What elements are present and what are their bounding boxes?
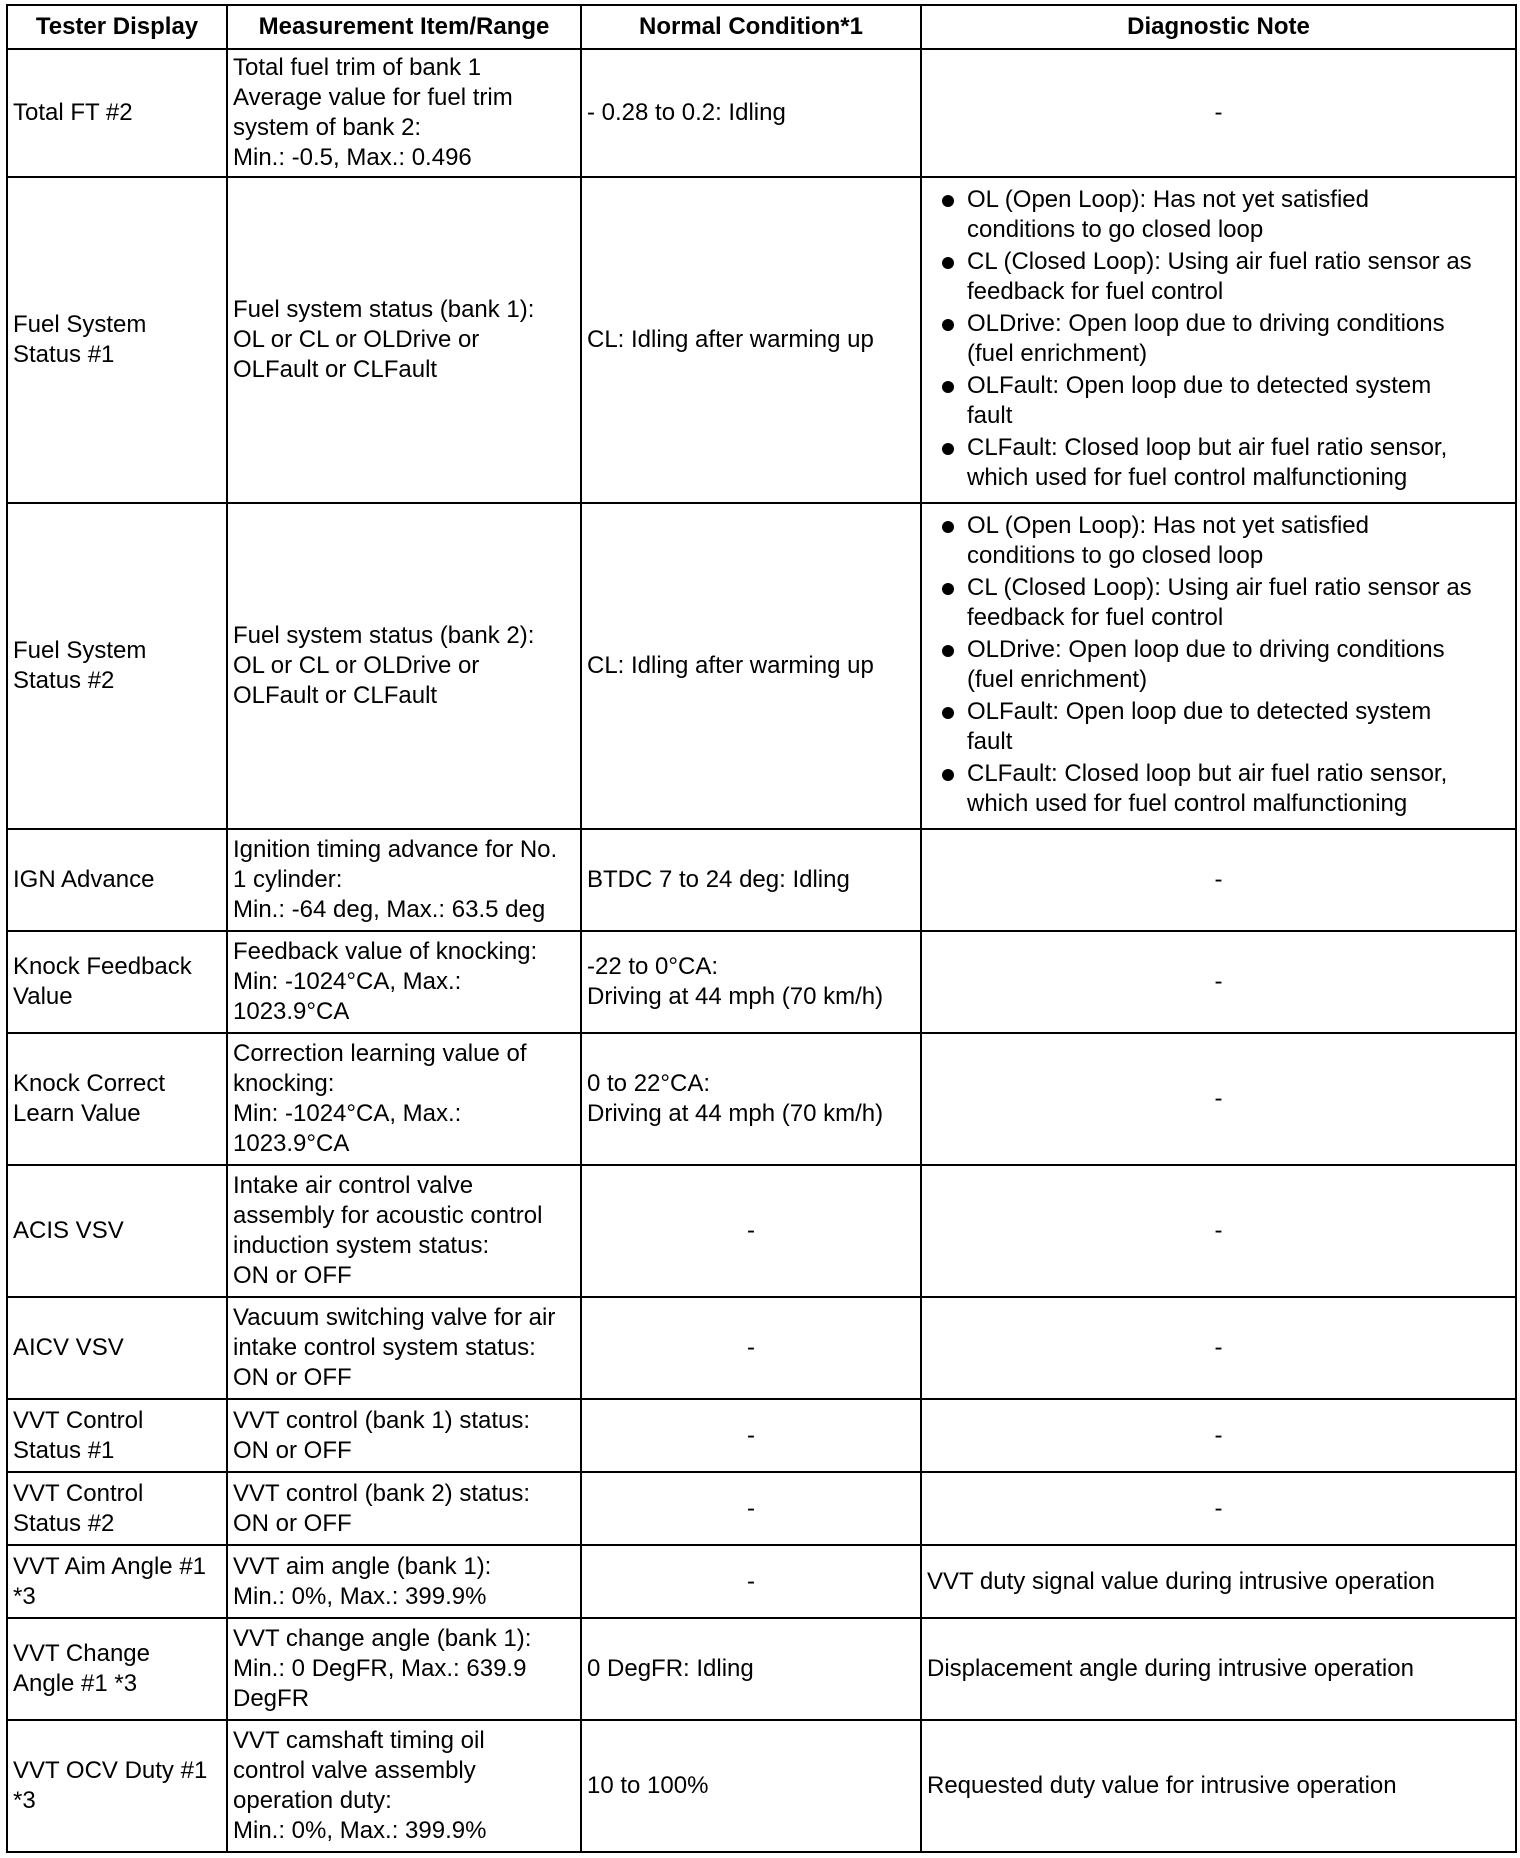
cell-line: fault [967, 728, 1013, 755]
cell-line: VVT change angle (bank 1): [233, 1625, 532, 1652]
cell-tester-display [7, 1720, 227, 1852]
cell-line: Knock Feedback [13, 953, 192, 980]
cell-diagnostic-note [921, 503, 1516, 829]
cell-tester-display [7, 1399, 227, 1472]
table-row [7, 829, 1516, 931]
cell-line: - [1214, 99, 1223, 126]
cell-tester-display [7, 1165, 227, 1297]
cell-line: 1 cylinder: [233, 866, 343, 893]
header-diagnostic-note: Diagnostic Note [921, 5, 1516, 49]
cell-line: *3 [13, 1787, 36, 1814]
bullet-item [927, 247, 1510, 307]
cell-measurement [227, 1618, 581, 1720]
table-row [7, 177, 1516, 503]
bullet-item [927, 185, 1510, 245]
cell-line: control valve assembly [233, 1757, 476, 1784]
cell-line: Status #1 [13, 1436, 115, 1464]
cell-normal-condition [581, 829, 921, 931]
table-row [7, 1033, 1516, 1165]
cell-measurement [227, 1399, 581, 1472]
bullet-item [927, 759, 1510, 819]
cell-line: VVT duty signal value during intrusive operation [927, 1567, 1435, 1595]
cell-line: feedback for fuel control [967, 278, 1224, 305]
cell-line: Fuel System [13, 637, 147, 664]
cell-line: CLFault: Closed loop but air fuel ratio sensor, [967, 434, 1448, 461]
cell-normal-condition [581, 1720, 921, 1852]
cell-line: - [747, 1421, 755, 1449]
cell-line: - [1214, 1085, 1223, 1112]
cell-diagnostic-note [921, 1618, 1516, 1720]
cell-normal-condition [581, 1297, 921, 1399]
table-row [7, 1545, 1516, 1618]
cell-line: Min: -1024°CA, Max.: [233, 1100, 462, 1127]
bullet-item [927, 635, 1510, 695]
cell-line: Feedback value of knocking: [233, 938, 538, 965]
cell-line: Status #2 [13, 1509, 115, 1537]
cell-line: ON or OFF [233, 1509, 352, 1537]
cell-line: - [1214, 1421, 1223, 1449]
cell-measurement [227, 177, 581, 503]
cell-line: ACIS VSV [13, 1217, 124, 1244]
header-tester-display: Tester Display [7, 5, 227, 49]
cell-line: Min.: 0 DegFR, Max.: 639.9 [233, 1655, 527, 1682]
table-header-row [7, 5, 1516, 49]
cell-normal-condition [581, 1399, 921, 1472]
cell-line: 10 to 100% [587, 1772, 709, 1799]
bullet-dot-icon [942, 769, 954, 781]
cell-measurement [227, 1165, 581, 1297]
cell-line: Fuel system status (bank 2): [233, 622, 535, 649]
cell-line: intake control system status: [233, 1334, 536, 1361]
table-row [7, 503, 1516, 829]
table-row [7, 1618, 1516, 1720]
cell-line: knocking: [233, 1070, 335, 1097]
cell-line: OL or CL or OLDrive or [233, 326, 480, 353]
cell-diagnostic-note [921, 1399, 1516, 1472]
bullet-item [927, 371, 1510, 431]
cell-line: VVT Change [13, 1640, 150, 1667]
cell-line: - [747, 1217, 755, 1244]
cell-line: induction system status: [233, 1232, 490, 1259]
cell-line: which used for fuel control malfunctioning [967, 790, 1408, 817]
cell-measurement [227, 49, 581, 177]
cell-line: Min.: -0.5, Max.: 0.496 [233, 144, 472, 171]
bullet-dot-icon [942, 381, 954, 393]
cell-diagnostic-note [921, 1297, 1516, 1399]
cell-line: Status #2 [13, 667, 115, 694]
table-row [7, 49, 1516, 177]
bullet-dot-icon [942, 257, 954, 269]
cell-line: Intake air control valve [233, 1172, 474, 1199]
cell-tester-display [7, 503, 227, 829]
cell-tester-display [7, 177, 227, 503]
cell-line: OLFault: Open loop due to detected system [967, 372, 1432, 399]
cell-line: OLFault or CLFault [233, 682, 438, 709]
cell-line: - [747, 1567, 755, 1595]
cell-normal-condition [581, 503, 921, 829]
cell-diagnostic-note [921, 177, 1516, 503]
cell-line: conditions to go closed loop [967, 542, 1264, 569]
cell-line: Vacuum switching valve for air [233, 1304, 556, 1331]
table-row [7, 1720, 1516, 1852]
cell-line: - [1214, 968, 1223, 995]
cell-line: CL: Idling after warming up [587, 652, 874, 679]
header-measurement-item-range: Measurement Item/Range [227, 5, 581, 49]
cell-line: VVT Aim Angle #1 [13, 1552, 207, 1580]
cell-tester-display [7, 1472, 227, 1545]
bullet-dot-icon [942, 521, 954, 533]
cell-line: 0 DegFR: Idling [587, 1655, 754, 1682]
bullet-dot-icon [942, 707, 954, 719]
cell-line: DegFR [233, 1685, 310, 1712]
cell-measurement [227, 1545, 581, 1618]
cell-line: VVT Control [13, 1479, 144, 1507]
cell-measurement [227, 1720, 581, 1852]
cell-line: Min: -1024°CA, Max.: [233, 968, 462, 995]
cell-line: ON or OFF [233, 1364, 352, 1391]
bullet-item [927, 697, 1510, 757]
cell-measurement [227, 1297, 581, 1399]
cell-line: OLDrive: Open loop due to driving conditions [967, 310, 1445, 337]
cell-measurement [227, 1033, 581, 1165]
bullet-dot-icon [942, 319, 954, 331]
cell-line: assembly for acoustic control [233, 1202, 543, 1229]
cell-tester-display [7, 1033, 227, 1165]
cell-tester-display [7, 931, 227, 1033]
cell-line: Driving at 44 mph (70 km/h) [587, 983, 884, 1010]
cell-diagnostic-note [921, 1165, 1516, 1297]
cell-normal-condition [581, 931, 921, 1033]
cell-line: system of bank 2: [233, 114, 422, 141]
bullet-list [927, 185, 1510, 493]
cell-line: operation duty: [233, 1787, 392, 1814]
cell-diagnostic-note [921, 1545, 1516, 1618]
cell-line: -22 to 0°CA: [587, 953, 718, 980]
cell-line: CL (Closed Loop): Using air fuel ratio sensor as [967, 574, 1472, 601]
bullet-dot-icon [942, 443, 954, 455]
cell-line: conditions to go closed loop [967, 216, 1264, 243]
cell-line: OLFault or CLFault [233, 356, 438, 383]
cell-measurement [227, 931, 581, 1033]
cell-measurement [227, 1472, 581, 1545]
bullet-item [927, 573, 1510, 633]
cell-tester-display [7, 49, 227, 177]
cell-measurement [227, 503, 581, 829]
cell-line: (fuel enrichment) [967, 666, 1148, 693]
cell-line: CL: Idling after warming up [587, 326, 874, 353]
cell-line: Min.: 0%, Max.: 399.9% [233, 1582, 487, 1610]
cell-diagnostic-note [921, 829, 1516, 931]
cell-normal-condition [581, 1472, 921, 1545]
cell-line: BTDC 7 to 24 deg: Idling [587, 866, 850, 893]
data-list-sheet [6, 4, 1515, 1853]
cell-line: OL or CL or OLDrive or [233, 652, 480, 679]
cell-normal-condition [581, 1165, 921, 1297]
cell-normal-condition [581, 177, 921, 503]
cell-line: Learn Value [13, 1100, 141, 1127]
cell-tester-display [7, 1545, 227, 1618]
cell-line: ON or OFF [233, 1436, 352, 1464]
table-row [7, 1399, 1516, 1472]
cell-normal-condition [581, 1545, 921, 1618]
bullet-dot-icon [942, 645, 954, 657]
bullet-item [927, 309, 1510, 369]
cell-line: feedback for fuel control [967, 604, 1224, 631]
cell-line: OL (Open Loop): Has not yet satisfied [967, 186, 1369, 213]
cell-diagnostic-note [921, 1472, 1516, 1545]
cell-line: - [747, 1334, 755, 1361]
cell-line: Knock Correct [13, 1070, 166, 1097]
cell-diagnostic-note [921, 49, 1516, 177]
cell-line: Min.: 0%, Max.: 399.9% [233, 1817, 487, 1844]
cell-line: Average value for fuel trim [233, 84, 513, 111]
cell-line: Driving at 44 mph (70 km/h) [587, 1100, 884, 1127]
cell-line: VVT aim angle (bank 1): [233, 1552, 492, 1580]
cell-line: - [1214, 1217, 1223, 1244]
cell-line: VVT control (bank 2) status: [233, 1479, 531, 1507]
cell-line: OLFault: Open loop due to detected system [967, 698, 1432, 725]
cell-line: VVT Control [13, 1406, 144, 1434]
header-normal-condition: Normal Condition*1 [581, 5, 921, 49]
cell-line: which used for fuel control malfunctioning [967, 464, 1408, 491]
table-row [7, 1297, 1516, 1399]
cell-measurement [227, 829, 581, 931]
bullet-list [927, 511, 1510, 819]
cell-diagnostic-note [921, 1033, 1516, 1165]
cell-line: (fuel enrichment) [967, 340, 1148, 367]
cell-line: Angle #1 *3 [13, 1670, 138, 1697]
cell-line: OL (Open Loop): Has not yet satisfied [967, 512, 1369, 539]
cell-line: Status #1 [13, 341, 115, 368]
cell-line: Total fuel trim of bank 1 [233, 54, 482, 81]
cell-diagnostic-note [921, 1720, 1516, 1852]
cell-normal-condition [581, 1033, 921, 1165]
cell-line: Total FT #2 [13, 99, 133, 126]
table-row [7, 931, 1516, 1033]
cell-line: fault [967, 402, 1013, 429]
bullet-dot-icon [942, 583, 954, 595]
cell-tester-display [7, 829, 227, 931]
cell-line: VVT control (bank 1) status: [233, 1406, 531, 1434]
cell-line: Displacement angle during intrusive operation [927, 1655, 1414, 1682]
cell-line: - [1214, 866, 1223, 893]
cell-line: *3 [13, 1582, 36, 1610]
cell-line: Fuel System [13, 311, 147, 338]
cell-normal-condition [581, 1618, 921, 1720]
table-row [7, 1165, 1516, 1297]
cell-line: Ignition timing advance for No. [233, 836, 558, 863]
bullet-item [927, 433, 1510, 493]
cell-line: 1023.9°CA [233, 1130, 350, 1157]
cell-line: OLDrive: Open loop due to driving conditions [967, 636, 1445, 663]
cell-line: Value [13, 983, 73, 1010]
cell-normal-condition [581, 49, 921, 177]
cell-line: IGN Advance [13, 866, 155, 893]
cell-line: AICV VSV [13, 1334, 124, 1361]
cell-line: VVT OCV Duty #1 [13, 1757, 208, 1784]
cell-line: - [1214, 1494, 1223, 1522]
data-list-table [6, 4, 1517, 1853]
cell-tester-display [7, 1618, 227, 1720]
cell-line: CLFault: Closed loop but air fuel ratio sensor, [967, 760, 1448, 787]
cell-diagnostic-note [921, 931, 1516, 1033]
cell-line: Min.: -64 deg, Max.: 63.5 deg [233, 896, 546, 923]
bullet-dot-icon [942, 195, 954, 207]
cell-line: Fuel system status (bank 1): [233, 296, 535, 323]
cell-line: Requested duty value for intrusive operation [927, 1772, 1397, 1799]
cell-line: - 0.28 to 0.2: Idling [587, 99, 786, 126]
cell-line: 0 to 22°CA: [587, 1070, 710, 1097]
cell-line: VVT camshaft timing oil [233, 1727, 485, 1754]
cell-line: ON or OFF [233, 1262, 352, 1289]
cell-line: - [1214, 1334, 1223, 1361]
cell-line: - [747, 1494, 755, 1522]
cell-line: Correction learning value of [233, 1040, 527, 1067]
bullet-item [927, 511, 1510, 571]
cell-tester-display [7, 1297, 227, 1399]
cell-line: CL (Closed Loop): Using air fuel ratio sensor as [967, 248, 1472, 275]
table-row [7, 1472, 1516, 1545]
cell-line: 1023.9°CA [233, 998, 350, 1025]
